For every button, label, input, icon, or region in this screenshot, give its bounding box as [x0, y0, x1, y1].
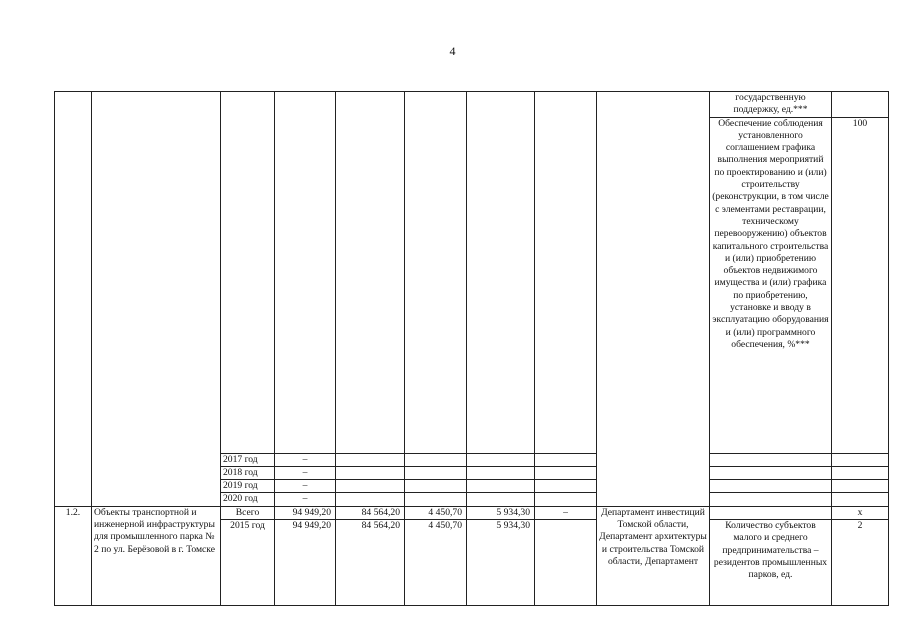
sum-cell: – — [275, 493, 336, 506]
indicator-name: Количество субъектов малого и среднего предпринимательства – резидентов промышленных парков, ед. — [710, 520, 832, 606]
cell-name-prev — [92, 92, 221, 507]
sum-cell: – — [275, 453, 336, 466]
program-table — [54, 91, 889, 606]
cell-number-prev — [55, 92, 92, 507]
indicator-name: государственную поддержку, ед.*** — [710, 92, 832, 118]
local-cell: 5 934,30 — [467, 506, 535, 519]
other-cell — [535, 520, 597, 606]
indicator-value: х — [832, 506, 889, 519]
regional-cell: 4 450,70 — [405, 520, 467, 606]
period-cell: 2019 год — [221, 480, 275, 493]
table-row — [55, 506, 889, 519]
item-name: Объекты транспортной и инженерной инфраструктуры для промышленного парка № 2 по ул. Берёзовой в г. Томске — [92, 506, 221, 605]
indicator-name — [710, 506, 832, 519]
other-cell: – — [535, 506, 597, 519]
cell-period-prev — [221, 92, 275, 454]
indicator-value: 100 — [832, 117, 889, 453]
period-cell: Всего — [221, 506, 275, 519]
sum-cell: 94 949,20 — [275, 520, 336, 606]
cell-other-prev — [535, 92, 597, 454]
cell-executor-prev — [597, 92, 710, 507]
table-row — [55, 92, 889, 118]
cell-federal-prev — [336, 92, 405, 454]
cell-local-prev — [467, 92, 535, 454]
period-cell: 2017 год — [221, 453, 275, 466]
indicator-value — [832, 92, 889, 118]
sum-cell: 94 949,20 — [275, 506, 336, 519]
period-cell: 2018 год — [221, 466, 275, 479]
sum-cell: – — [275, 480, 336, 493]
indicator-value: 2 — [832, 520, 889, 606]
period-cell: 2020 год — [221, 493, 275, 506]
federal-cell: 84 564,20 — [336, 520, 405, 606]
sum-cell: – — [275, 466, 336, 479]
local-cell: 5 934,30 — [467, 520, 535, 606]
cell-regional-prev — [405, 92, 467, 454]
executor-cell: Департамент инвестиций Томской области, Департамент архитектуры и строительства Томской области, Департамент — [597, 506, 710, 605]
federal-cell: 84 564,20 — [336, 506, 405, 519]
period-cell: 2015 год — [221, 520, 275, 606]
cell-sum-prev — [275, 92, 336, 454]
page-number: 4 — [449, 44, 456, 58]
item-number: 1.2. — [55, 506, 92, 605]
regional-cell: 4 450,70 — [405, 506, 467, 519]
indicator-name: Обеспечение соблюдения установленного соглашением графика выполнения мероприятий по проектированию и (или) строительству (реконструкции, в том числе с элементами реставрации, техническому перевооружению) объектов капитального строительства и (или) приобретению объектов недвижимого имущества и (или) графика по приобретению, установке и вводу в эксплуатацию оборудования и (или) программного обеспечения, %*** — [710, 117, 832, 453]
